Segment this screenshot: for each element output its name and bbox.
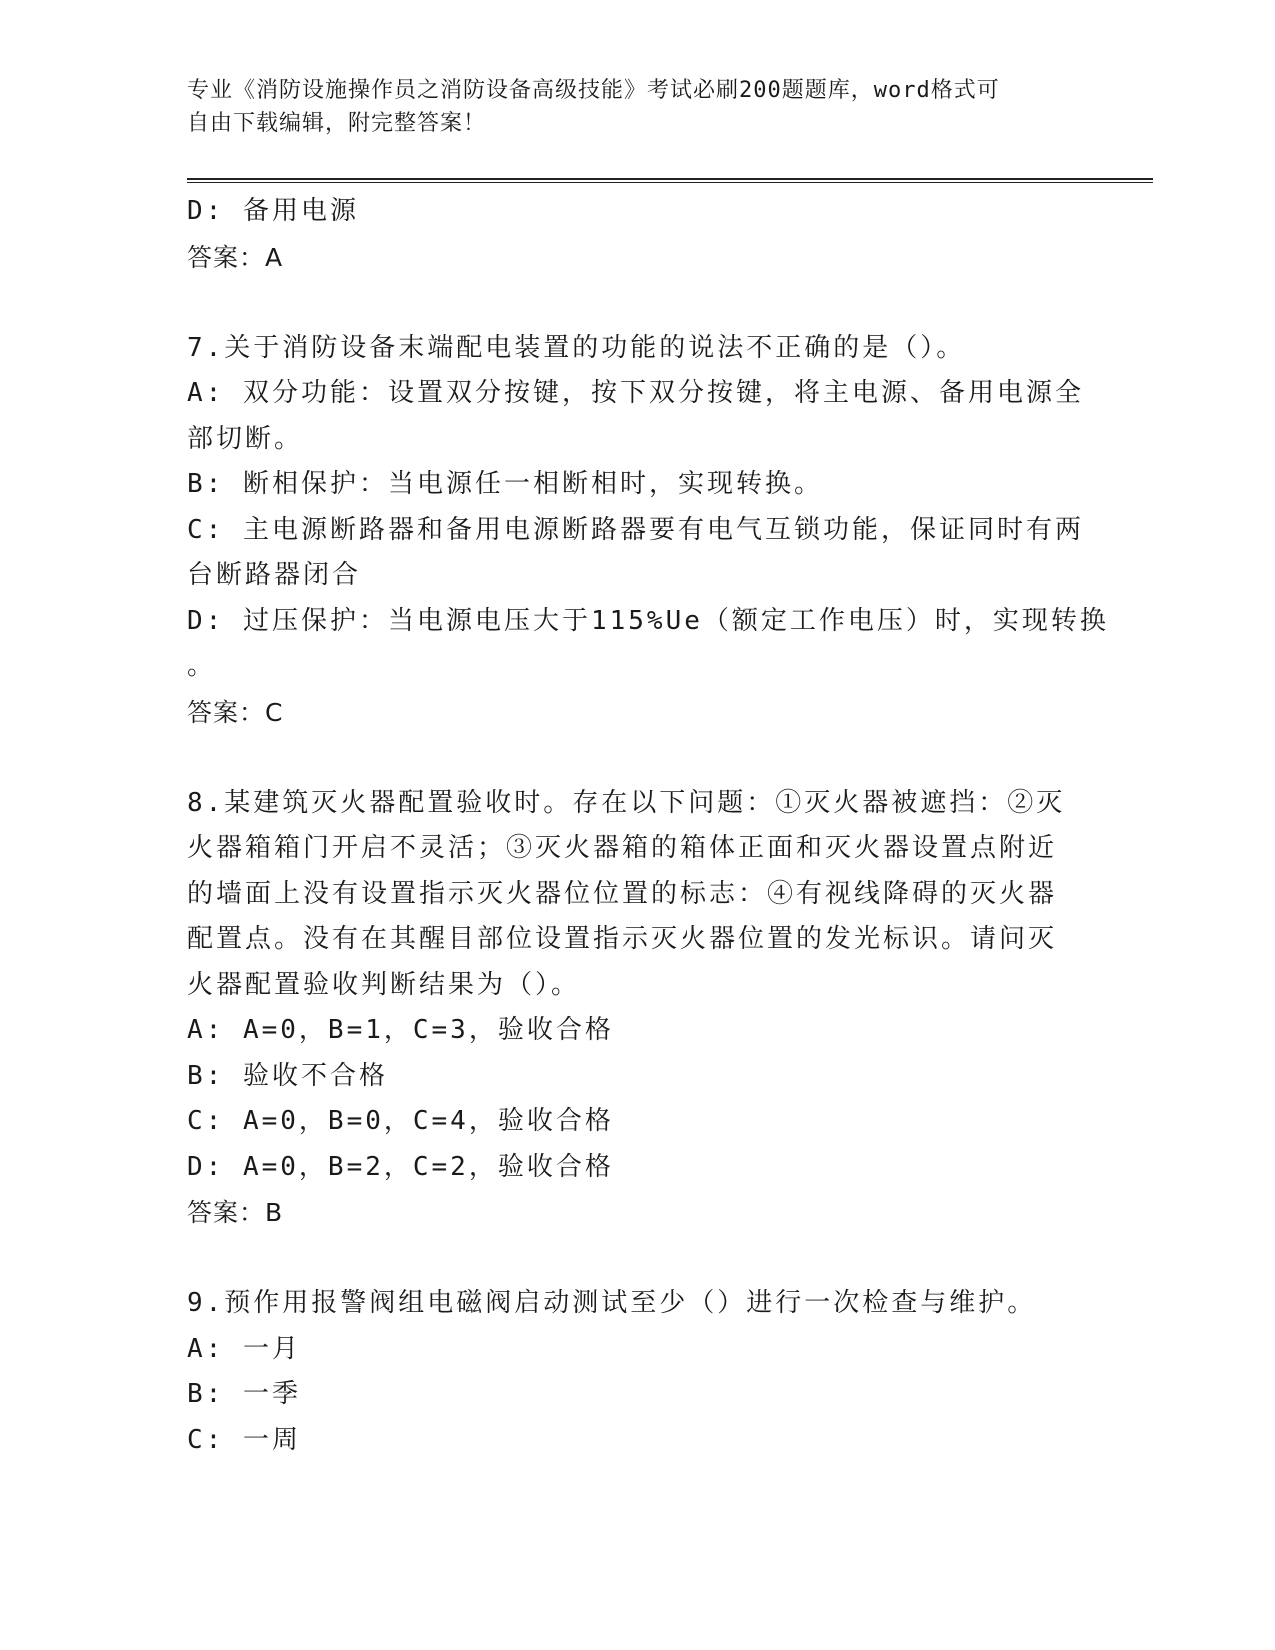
- header-divider-thick: [187, 178, 1153, 180]
- question-8-block: [187, 781, 1087, 1236]
- question-7-option-d-line-1: D: 过压保护：当电源电压大于115%Ue（额定工作电压）时，实现转换: [187, 605, 1109, 636]
- question-7-stem: 7.关于消防设备末端配电装置的功能的说法不正确的是（）。: [187, 332, 966, 363]
- question-8-answer: 答案：B: [187, 1198, 284, 1227]
- header-line-2: 自由下载编辑，附完整答案！: [187, 111, 487, 136]
- document-body: [187, 189, 1109, 1463]
- question-8-option-d: D: A=0，B=2，C=2，验收合格: [187, 1151, 614, 1182]
- question-7-option-c-line-1: C: 主电源断路器和备用电源断路器要有电气互锁功能，保证同时有两: [187, 514, 1084, 545]
- question-6-option-d: D: 备用电源: [187, 196, 359, 226]
- question-6-answer: 答案：A: [187, 242, 284, 272]
- question-7-option-c-line-2: 台断路器闭合: [187, 560, 362, 590]
- question-8-stem-line-4: 配置点。没有在其醒目部位设置指示灭火器位置的发光标识。请问灭: [187, 924, 1058, 954]
- spacer: [187, 280, 1087, 326]
- document-header: [187, 74, 1067, 140]
- question-7-answer: 答案：C: [187, 697, 284, 727]
- question-9-option-c: C: 一周: [187, 1424, 301, 1455]
- question-7-option-d-line-2: 。: [187, 651, 217, 681]
- question-7-option-a-line-2: 部切断。: [187, 423, 304, 454]
- question-8-stem-line-2: 火器箱箱门开启不灵活；③灭火器箱的箱体正面和灭火器设置点附近: [187, 833, 1058, 863]
- question-9-option-b: B: 一季: [187, 1379, 301, 1409]
- question-8-option-b: B: 验收不合格: [187, 1060, 388, 1091]
- question-7-option-a-line-1: A: 双分功能：设置双分按键，按下双分按键，将主电源、备用电源全: [187, 378, 1084, 408]
- question-9-block: [187, 1281, 1087, 1463]
- question-6-block: [187, 189, 1087, 280]
- spacer: [187, 735, 1087, 781]
- question-8-option-c: C: A=0，B=0，C=4，验收合格: [187, 1106, 614, 1136]
- question-8-option-a: A: A=0，B=1，C=3，验收合格: [187, 1015, 614, 1045]
- question-8-stem-line-3: 的墙面上没有设置指示灭火器位位置的标志：④有视线降碍的灭火器: [187, 878, 1058, 909]
- header-divider-thin: [187, 182, 1153, 183]
- question-9-stem: 9.预作用报警阀组电磁阀启动测试至少（）进行一次检查与维护。: [187, 1288, 1037, 1318]
- header-line-1: 专业《消防设施操作员之消防设备高级技能》考试必刷200题题库，word格式可: [187, 78, 1000, 103]
- question-7-option-b: B: 断相保护：当电源任一相断相时，实现转换。: [187, 469, 823, 499]
- question-9-option-a: A: 一月: [187, 1333, 301, 1364]
- question-7-block: [187, 326, 1109, 736]
- question-8-stem-line-5: 火器配置验收判断结果为（）。: [187, 969, 581, 1000]
- spacer: [187, 1236, 1087, 1282]
- question-8-stem-line-1: 8.某建筑灭火器配置验收时。存在以下问题：①灭火器被遮挡：②灭: [187, 787, 1066, 818]
